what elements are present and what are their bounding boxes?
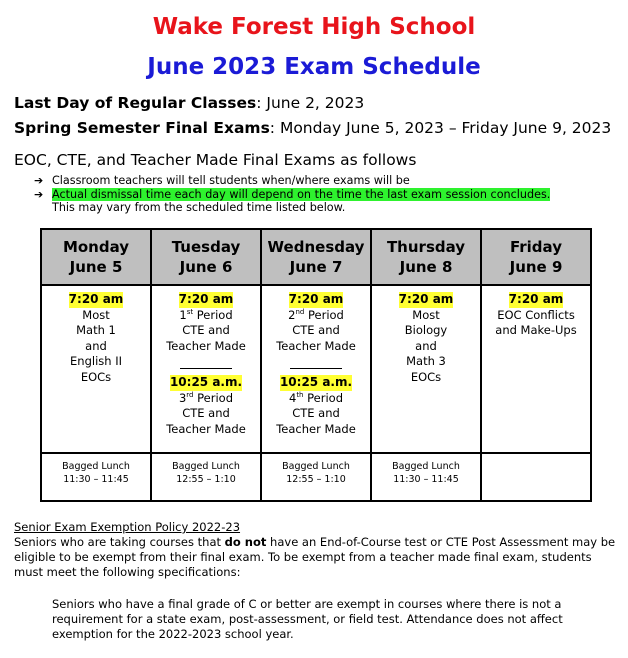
arrow-right-icon: ➔ bbox=[34, 187, 44, 201]
time-badge: 7:20 am bbox=[508, 292, 564, 306]
last-day-line bbox=[14, 94, 364, 112]
table-header-row bbox=[41, 229, 591, 285]
policy-indented-paragraph: Seniors who have a final grade of C or better are exempt in courses where there is not a requirement for a state exam, post-assessment, or field test. Attendance does not affect exemption for the 2022-2023 school year. bbox=[52, 597, 563, 641]
header-tuesday: Tuesday June 6 bbox=[151, 229, 261, 285]
time-badge: 7:20 am bbox=[398, 292, 454, 306]
finals-line bbox=[14, 119, 611, 137]
cell-wednesday: 7:20 am 2nd Period CTE and Teacher Made 10:25 a.m. 4th Period CTE and Teacher Made bbox=[261, 285, 371, 453]
intro-line: EOC, CTE, and Teacher Made Final Exams as follows bbox=[14, 151, 417, 169]
time-badge: 7:20 am bbox=[178, 292, 234, 306]
bullet-text: Classroom teachers will tell students when/where exams will be bbox=[52, 174, 410, 187]
bullet-item bbox=[34, 174, 550, 188]
policy-title: Senior Exam Exemption Policy 2022-23 bbox=[14, 520, 241, 534]
last-day-value: : June 2, 2023 bbox=[256, 94, 365, 112]
policy-paragraph: Seniors who are taking courses that do not have an End-of-Course test or CTE Post Assessment may be eligible to be exempt from their final exam. To be exempt from a teacher made final exam, students must meet the following specifications: bbox=[14, 535, 616, 579]
header-friday: Friday June 9 bbox=[481, 229, 591, 285]
time-badge: 10:25 a.m. bbox=[169, 375, 243, 389]
cell-friday: 7:20 am EOC Conflicts and Make-Ups bbox=[481, 285, 591, 453]
header-wednesday: Wednesday June 7 bbox=[261, 229, 371, 285]
lunch-row bbox=[41, 453, 591, 501]
time-badge: 7:20 am bbox=[288, 292, 344, 306]
cell-tuesday: 7:20 am 1st Period CTE and Teacher Made 10:25 a.m. 3rd Period CTE and Teacher Made bbox=[151, 285, 261, 453]
exam-schedule-table bbox=[40, 228, 592, 502]
cell-thursday: 7:20 am Most Biology and Math 3 EOCs bbox=[371, 285, 481, 453]
finals-value: : Monday June 5, 2023 – Friday June 9, 2023 bbox=[269, 119, 612, 137]
bullet-continuation: This may vary from the scheduled time listed below. bbox=[52, 201, 346, 214]
divider bbox=[290, 368, 342, 369]
lunch-cell: Bagged Lunch 11:30 – 11:45 bbox=[41, 453, 151, 501]
bullet-list bbox=[34, 174, 550, 215]
bullet-text-highlighted: Actual dismissal time each day will depend on the time the last exam session concludes. bbox=[52, 187, 551, 201]
bullet-item bbox=[34, 188, 550, 202]
arrow-right-icon: ➔ bbox=[34, 174, 44, 187]
table-row bbox=[41, 285, 591, 453]
schedule-title: June 2023 Exam Schedule bbox=[147, 54, 481, 80]
lunch-cell: Bagged Lunch 12:55 – 1:10 bbox=[261, 453, 371, 501]
last-day-label: Last Day of Regular Classes bbox=[14, 94, 257, 112]
lunch-cell-empty bbox=[481, 453, 591, 501]
divider bbox=[180, 368, 232, 369]
school-title: Wake Forest High School bbox=[152, 14, 476, 40]
exemption-policy bbox=[14, 520, 618, 580]
time-badge: 7:20 am bbox=[68, 292, 124, 306]
header-monday: Monday June 5 bbox=[41, 229, 151, 285]
cell-monday: 7:20 am Most Math 1 and English II EOCs bbox=[41, 285, 151, 453]
finals-label: Spring Semester Final Exams bbox=[14, 119, 270, 137]
time-badge: 10:25 a.m. bbox=[279, 375, 353, 389]
lunch-cell: Bagged Lunch 12:55 – 1:10 bbox=[151, 453, 261, 501]
lunch-cell: Bagged Lunch 11:30 – 11:45 bbox=[371, 453, 481, 501]
header-thursday: Thursday June 8 bbox=[371, 229, 481, 285]
